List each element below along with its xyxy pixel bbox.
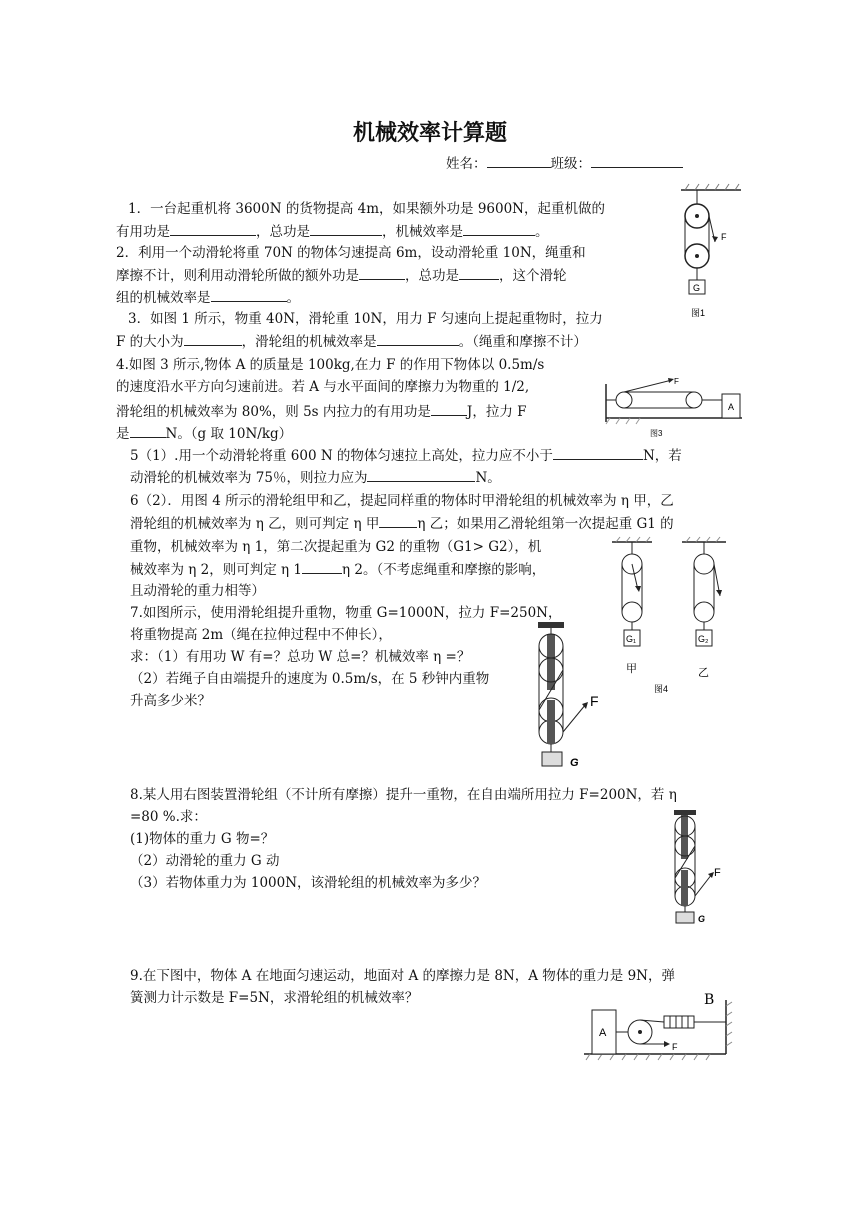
q6-text-c: 械效率为 η 2，则可判定 η 1 bbox=[130, 562, 303, 578]
q3-text-c: 。（绳重和摩擦不计） bbox=[458, 334, 587, 350]
q1-text-b: ，总功是 bbox=[256, 224, 310, 240]
q4-text-a: 滑轮组的机械效率为 80%，则 5s 内拉力的有用功是 bbox=[116, 404, 431, 420]
q2-line3 bbox=[116, 287, 300, 308]
q3-line1: 3．如图 1 所示，物重 40N，滑轮重 10N，用力 F 匀速向上提起重物时，拉力 bbox=[128, 311, 603, 327]
q2-text-b: ，总功是 bbox=[405, 268, 459, 284]
q9-line2: 簧测力计示数是 F=5N，求滑轮组的机械效率？ bbox=[130, 990, 419, 1006]
q8-line3: (1)物体的重力 G 物=？ bbox=[130, 831, 275, 847]
fig3-caption: 图3 bbox=[650, 429, 663, 438]
q4-blank-work[interactable] bbox=[431, 401, 467, 416]
fig8-weight-label: G bbox=[698, 914, 706, 924]
q3-text-a: F 的大小为 bbox=[116, 334, 184, 350]
q3-blank-eff[interactable] bbox=[377, 331, 459, 346]
q3-text-b: ，滑轮组的机械效率是 bbox=[241, 334, 377, 350]
q4-text-b: J，拉力 F bbox=[466, 404, 527, 420]
q6-line1: 6（2）．用图 4 所示的滑轮组甲和乙，提起同样重的物体时甲滑轮组的机械效率为 η 甲，乙 bbox=[130, 493, 674, 509]
fig4-yi-label: 乙 bbox=[698, 666, 709, 679]
q3-blank-force[interactable] bbox=[184, 331, 242, 346]
q5-blank-min[interactable] bbox=[553, 445, 643, 460]
q6-line4 bbox=[130, 559, 545, 580]
q2-text-a: 摩擦不计，则利用动滑轮所做的额外功是 bbox=[116, 268, 359, 284]
q7-line4: （2）若绳子自由端提升的速度为 0.5m/s，在 5 秒钟内重物 bbox=[130, 671, 490, 687]
name-label: 姓名： bbox=[446, 156, 487, 172]
q2-blank-eff[interactable] bbox=[211, 287, 287, 302]
q6-text-a: 滑轮组的机械效率为 η 乙，则可判定 η 甲 bbox=[130, 516, 380, 532]
q6-line5: 且动滑轮的重力相等） bbox=[130, 583, 265, 599]
q2-blank-extra[interactable] bbox=[359, 265, 405, 280]
figure-3 bbox=[598, 364, 748, 446]
q5-line2 bbox=[130, 467, 501, 488]
q2-text-e: 。 bbox=[286, 290, 300, 306]
q6-blank-compare1[interactable] bbox=[379, 513, 417, 528]
q4-line3 bbox=[116, 401, 526, 422]
q6-blank-compare2[interactable] bbox=[302, 559, 342, 574]
fig4-g1-label: G₁ bbox=[626, 634, 637, 644]
q6-line2 bbox=[130, 513, 674, 534]
figure-7 bbox=[520, 620, 610, 772]
q2-line1: 2．利用一个动滑轮将重 70N 的物体匀速提高 6m，设动滑轮重 10N，绳重和 bbox=[116, 245, 586, 261]
q1-line2 bbox=[116, 221, 549, 242]
q6-line3: 重物，机械效率为 η 1，第二次提起重为 G2 的重物（G1> G2），机 bbox=[130, 539, 542, 555]
fig1-weight-label: G bbox=[693, 283, 701, 293]
page-title: 机械效率计算题 bbox=[352, 121, 507, 146]
q5-text-a: 5（1）.用一个动滑轮将重 600 N 的物体匀速拉上高处，拉力应不小于 bbox=[130, 448, 553, 464]
q5-line1 bbox=[130, 445, 682, 466]
q6-text-b: η 乙；如果用乙滑轮组第一次提起重 G1 的 bbox=[417, 516, 674, 532]
fig4-g2-label: G₂ bbox=[698, 634, 709, 644]
q1-blank-useful[interactable] bbox=[170, 221, 256, 236]
q1-line1: 1．一台起重机将 3600N 的货物提高 4m，如果额外功是 9600N，起重机做的 bbox=[128, 201, 605, 217]
q5-text-b: N，若 bbox=[642, 448, 682, 464]
q4-line2: 的速度沿水平方向匀速前进。若 A 与水平面间的摩擦力为物重的 1/2, bbox=[116, 379, 530, 395]
q7-line5: 升高多少米？ bbox=[130, 693, 211, 709]
name-class-line bbox=[446, 152, 683, 172]
q7-line2: 将重物提高 2m（绳在拉伸过程中不伸长）， bbox=[130, 627, 392, 643]
class-blank[interactable] bbox=[591, 153, 683, 168]
q7-line1: 7.如图所示，使用滑轮组提升重物，物重 G=1000N，拉力 F=250N， bbox=[130, 605, 562, 621]
fig7-force-label: F bbox=[590, 693, 599, 709]
fig8-force-label: F bbox=[714, 867, 721, 879]
q3-line2 bbox=[116, 331, 587, 352]
q2-line2 bbox=[116, 265, 567, 286]
figure-8 bbox=[660, 810, 740, 926]
fig7-weight-label: G bbox=[570, 757, 579, 769]
figure-1 bbox=[655, 182, 745, 322]
q2-text-d: 组的机械效率是 bbox=[116, 290, 211, 306]
fig3-force-label: F bbox=[674, 377, 679, 386]
figure-9 bbox=[580, 990, 740, 1062]
q2-blank-total[interactable] bbox=[459, 265, 499, 280]
q8-line4: （2）动滑轮的重力 G 动 bbox=[130, 853, 280, 869]
q1-text-a: 有用功是 bbox=[116, 224, 170, 240]
q7-line3: 求：（1）有用功 W 有=？总功 W 总=？机械效率 η =？ bbox=[130, 649, 471, 665]
q1-text-d: 。 bbox=[535, 224, 549, 240]
q8-line5: （3）若物体重力为 1000N，该滑轮组的机械效率为多少？ bbox=[130, 875, 487, 891]
q8-line2: =80 %.求： bbox=[130, 809, 207, 825]
q4-line1: 4.如图 3 所示,物体 A 的质量是 100kg,在力 F 的作用下物体以 0.5m/s bbox=[116, 357, 545, 373]
fig9-force-label: F bbox=[672, 1042, 678, 1052]
fig4-caption: 图4 bbox=[654, 684, 669, 694]
name-blank[interactable] bbox=[487, 153, 551, 168]
fig1-force-label: F bbox=[721, 232, 727, 242]
q5-blank-force[interactable] bbox=[367, 467, 475, 482]
fig9-block-label: A bbox=[599, 1027, 607, 1039]
q6-text-d: η 2。（不考虑绳重和摩擦的影响， bbox=[342, 562, 546, 578]
fig9-wall-label: B bbox=[704, 992, 715, 1008]
q1-text-c: ，机械效率是 bbox=[382, 224, 463, 240]
q1-blank-total[interactable] bbox=[310, 221, 382, 236]
q4-text-d: N。（g 取 10N/kg） bbox=[165, 426, 293, 442]
q8-line1: 8.某人用右图装置滑轮组（不计所有摩擦）提升一重物，在自由端所用拉力 F=200N，若 η bbox=[130, 787, 677, 803]
q4-blank-force[interactable] bbox=[130, 423, 166, 438]
q5-text-d: N。 bbox=[475, 470, 501, 486]
figure-4 bbox=[600, 536, 740, 700]
fig4-jia-label: 甲 bbox=[626, 662, 637, 675]
class-label: 班级： bbox=[550, 156, 591, 172]
q2-text-c: ，这个滑轮 bbox=[499, 268, 567, 284]
q4-text-c: 是 bbox=[116, 426, 130, 442]
q9-line1: 9.在下图中，物体 A 在地面匀速运动，地面对 A 的摩擦力是 8N，A 物体的重力是 9N，弹 bbox=[130, 968, 675, 984]
q1-blank-eff[interactable] bbox=[463, 221, 535, 236]
q4-line4 bbox=[116, 423, 292, 444]
fig3-block-label: A bbox=[728, 402, 735, 412]
fig1-caption: 图1 bbox=[691, 308, 706, 318]
q5-text-c: 动滑轮的机械效率为 75％，则拉力应为 bbox=[130, 470, 368, 486]
